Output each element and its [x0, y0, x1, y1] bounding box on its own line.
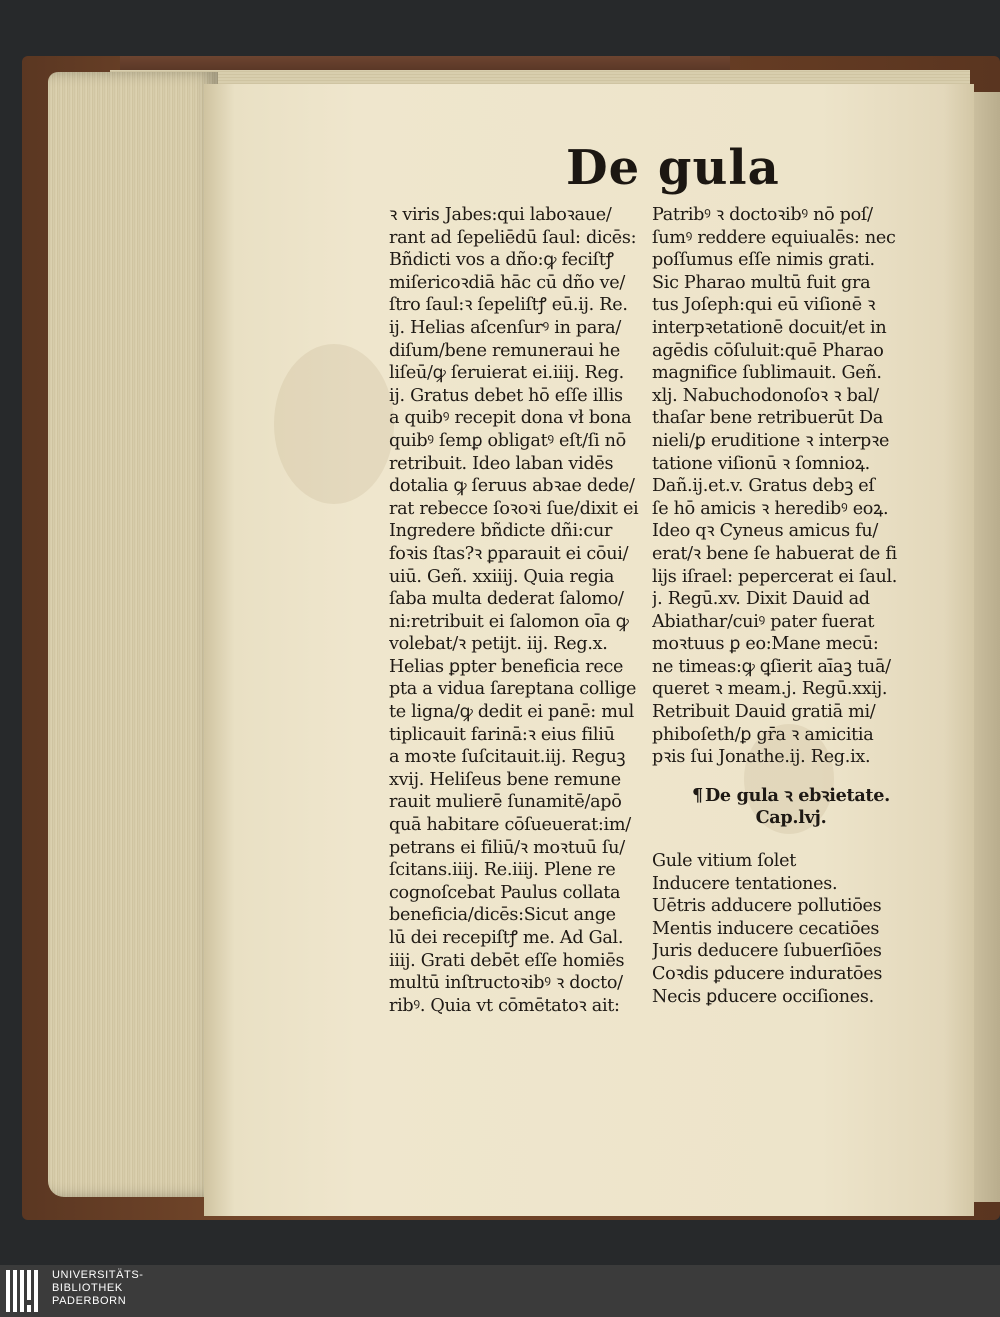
text-line: ribꝰ. Quia vt cōmētatoꝛ ait:: [389, 995, 620, 1016]
text-line: Dañ.ij.et.v. Gratus debꝫ eſ: [652, 476, 875, 497]
text-line: te ligna/ꝙ dedit ei panē: mul: [389, 702, 634, 723]
text-line: tiplicauit farinā:ꝛ eius filiū: [389, 724, 615, 745]
text-line: Retribuit Dauid gratiā mi/: [652, 702, 876, 723]
text-line: ij. Helias aſcenſurꝰ in para/: [389, 317, 621, 338]
chapter-heading-title: ¶ De gula ꝛ ebꝛietate.: [692, 784, 890, 806]
text-line: Sic Pharao multū fuit gra: [652, 272, 871, 293]
text-line: multū inſtructoꝛibꝰ ꝛ docto/: [389, 973, 623, 994]
text-line: quibꝰ ſemꝑ obligatꝰ eſt/ſi nō: [389, 430, 626, 451]
text-line: poſſumus eſſe nimis grati.: [652, 250, 875, 271]
text-line: ne timeas:ꝙ ꝗſierit aīaꝫ tuā/: [652, 656, 891, 677]
page-block-edge: [48, 72, 218, 1197]
text-line: ſe hō amicis ꝛ heredibꝰ eoꝝ.: [652, 498, 889, 519]
text-line: pta a vidua ſareptana collige: [389, 679, 637, 700]
text-line: quā habitare cōſueuerat:im/: [389, 815, 631, 836]
text-line: Patribꝰ ꝛ doctoꝛibꝰ nō poſ/: [652, 205, 873, 225]
text-line: Abiathar/cuiꝰ pater fuerat: [652, 611, 875, 632]
text-line: nieli/ꝑ eruditione ꝛ interpꝛe: [652, 430, 890, 451]
verse-line: Mentis inducere cecatiōes: [652, 918, 880, 939]
library-logo-text: UNIVERSITÄTS- BIBLIOTHEK PADERBORN: [52, 1269, 144, 1307]
text-line: a quibꝰ recepit dona vł bona: [389, 408, 632, 429]
text-line: j. Regū.xv. Dixit Dauid ad: [652, 589, 870, 610]
text-line: ni:retribuit ei ſalomon oīa ꝙ: [389, 611, 629, 632]
verse-line: Inducere tentationes.: [652, 873, 838, 894]
text-line: Helias ꝑpter beneficia rece: [389, 656, 624, 677]
library-logo-icon: [6, 1270, 46, 1312]
text-line: cognoſcebat Paulus collata: [389, 882, 621, 903]
verse-line: Necis ꝑducere occiſiones.: [652, 986, 874, 1007]
text-line: rat rebecce ſoꝛoꝛi ſue/dixit ei: [389, 498, 639, 519]
text-line: agēdis cōſuluit:quē Pharao: [652, 340, 884, 361]
text-line: foꝛis ſtas?ꝛ ꝑparauit ei cōui/: [389, 543, 629, 564]
text-line: ſaba multa dederat ſalomo/: [389, 589, 624, 610]
text-line: moꝛtuus ꝑ eo:Mane mecū:: [652, 634, 879, 655]
text-line: volebat/ꝛ petijt. iij. Reg.x.: [389, 634, 608, 655]
text-line: ſumꝰ reddere equiualēs: nec: [652, 227, 896, 248]
text-line: retribuit. Ideo laban vidēs: [389, 453, 614, 474]
text-line: interpꝛetationē docuit/et in: [652, 317, 887, 338]
text-line: erat/ꝛ bene ſe habuerat de fi: [652, 543, 897, 564]
text-line: beneficia/dicēs:Sicut ange: [389, 905, 616, 926]
text-line: tus Joſeph:qui eū viſionē ꝛ: [652, 295, 876, 316]
text-line: Ideo qꝛ Cyneus amicus fu/: [652, 521, 878, 542]
text-line: uiū. Geñ. xxiiij. Quia regia: [389, 566, 615, 587]
text-line: ij. Gratus debet hō eſſe illis: [389, 385, 623, 406]
text-line: tatione viſionū ꝛ ſomnioꝝ.: [652, 453, 870, 474]
text-line: thaſar bene retribuerūt Da: [652, 408, 884, 429]
left-column: [389, 204, 667, 1017]
text-line: miſericoꝛdiā hāc cū dño ve/: [389, 272, 626, 293]
text-line: Bñdicti vos a dño:ꝙ feciſtꝭ: [389, 250, 614, 271]
verse-line: Gule vitium ſolet: [652, 851, 797, 872]
text-line: pꝛis ſui Jonathe.ij. Reg.ix.: [652, 747, 871, 768]
text-line: Ingredere bñdicte dñi:cur: [389, 521, 613, 542]
right-column: [652, 204, 930, 1008]
right-column-text: [652, 204, 930, 769]
text-line: xvij. Heliſeus bene remune: [389, 769, 621, 790]
text-line: phiboſeth/ꝑ gr̄a ꝛ amicitia: [652, 724, 874, 745]
library-footer: [0, 1265, 1000, 1317]
verse-block: [652, 850, 930, 1008]
text-line: rauit mulierē ſunamitē/apō: [389, 792, 622, 813]
text-line: dotalia ꝙ ſeruus abꝛae dede/: [389, 476, 635, 497]
verse-line: Juris deducere ſubuerſiōes: [652, 941, 882, 962]
text-line: lijs iſrael: pepercerat ei ſaul.: [652, 566, 898, 587]
text-line: diſum/bene remuneraui he: [389, 340, 620, 361]
text-line: queret ꝛ meam.j. Regū.xxij.: [652, 679, 888, 700]
verse-line: Uētris adducere pollutiōes: [652, 896, 882, 917]
verse-line: Coꝛdis ꝑducere induratōes: [652, 964, 883, 984]
text-line: magnifice ſublimauit. Geñ.: [652, 363, 882, 384]
chapter-heading-number: Cap.lvj.: [755, 807, 827, 829]
text-line: xlj. Nabuchodonoſoꝛ ꝛ bal/: [652, 385, 879, 406]
pilcrow-icon: ¶: [692, 784, 703, 806]
text-line: ſtro ſaul:ꝛ ſepeliſtꝭ eū.ij. Re.: [389, 295, 628, 316]
text-line: ſcitans.iiij. Re.iiij. Plene re: [389, 860, 616, 881]
text-line: petrans ei filiū/ꝛ moꝛtuū ſu/: [389, 837, 625, 858]
text-line: rant ad ſepeliēdū ſaul: dicēs:: [389, 227, 637, 248]
text-line: lū dei recepiſtꝭ me. Ad Gal.: [389, 928, 624, 948]
text-line: ꝛ viris Jabes:qui laboꝛaue/: [389, 205, 612, 225]
text-line: liſeū/ꝙ ſeruierat ei.iiij. Reg.: [389, 363, 624, 384]
text-line: iiij. Grati debēt eſſe homiēs: [389, 950, 625, 971]
text-line: a moꝛte ſuſcitauit.iij. Reguꝫ: [389, 747, 626, 768]
running-head: De gula: [566, 140, 780, 196]
